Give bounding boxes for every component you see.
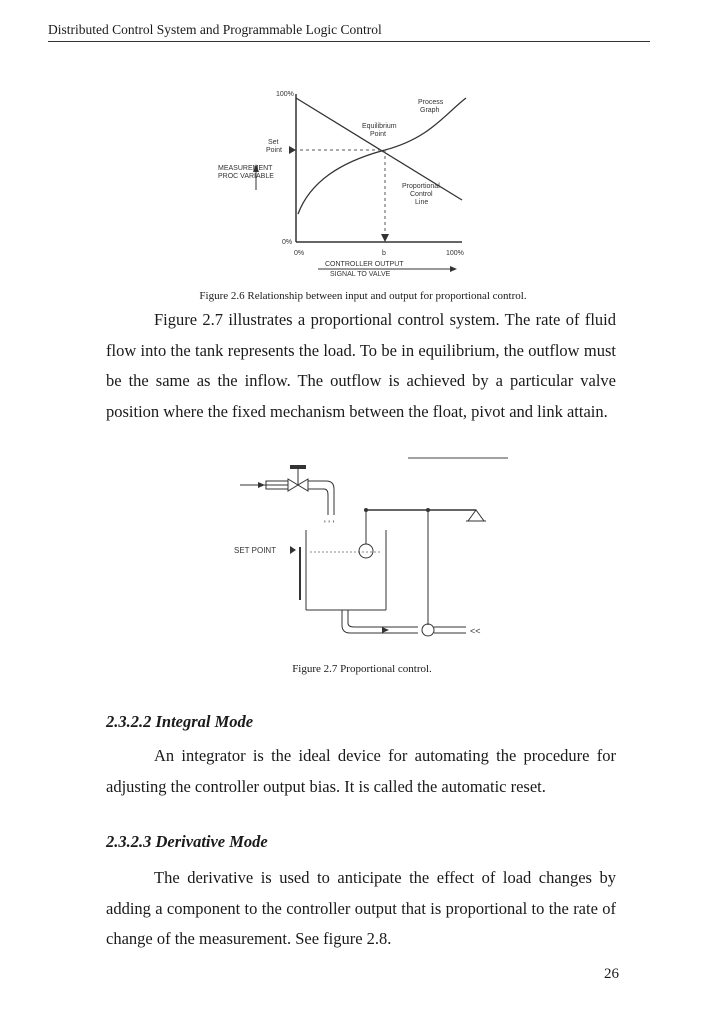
- figure-2-6-caption: Figure 2.6 Relationship between input and output for proportional control.: [199, 290, 527, 302]
- float-joint: [364, 508, 368, 512]
- set-point-label: SET POINT: [234, 546, 277, 555]
- y-bottom-label: 0%: [282, 239, 293, 246]
- derivative-mode-paragraph: [106, 863, 616, 955]
- prop-line-label-3: Line: [415, 199, 429, 206]
- running-header: Distributed Control System and Programmable Logic Control: [48, 22, 650, 42]
- set-point-arrow-icon: [289, 146, 296, 154]
- proportional-graph: [210, 82, 500, 282]
- set-point-label-2: Point: [266, 147, 282, 154]
- process-graph-label-2: Graph: [420, 107, 440, 114]
- outflow-break: <<: [470, 626, 481, 636]
- xlabel-1: CONTROLLER OUTPUT: [325, 261, 404, 268]
- figure-2-7-caption: Figure 2.7 Proportional control.: [292, 663, 432, 675]
- integral-mode-text: An integrator is the ideal device for automating the procedure for adjusting the controller output bias. It is called the automatic reset.: [106, 746, 616, 796]
- b-arrow-icon: [381, 234, 389, 242]
- paragraph-proportional-system: [106, 305, 616, 427]
- figure-2-7: [230, 455, 510, 660]
- x-mid-label: b: [382, 250, 386, 257]
- float-icon: [359, 544, 373, 558]
- x-left-label: 0%: [294, 250, 305, 257]
- valve-left: [288, 479, 298, 491]
- valve-right: [298, 479, 308, 491]
- inflow-elbow: [308, 481, 334, 515]
- prop-line-label-2: Control: [410, 191, 433, 198]
- process-graph-label-1: Process: [418, 99, 444, 106]
- xlabel-2: SIGNAL TO VALVE: [330, 271, 391, 278]
- valve-handwheel: [290, 465, 306, 469]
- ylabel-2: PROC VARIABLE: [218, 173, 274, 180]
- derivative-mode-text: The derivative is used to anticipate the effect of load changes by adding a component to the controller output that is proportional to the rate of change of the measurement. See figure 2.8.: [106, 868, 616, 948]
- inflow-arrow-icon: [258, 482, 265, 488]
- pivot-icon: [468, 510, 484, 521]
- page-number: 26: [604, 966, 619, 982]
- proportional-control-diagram: [230, 455, 510, 660]
- spray: ' ' ': [324, 519, 335, 529]
- y-top-label: 100%: [276, 91, 294, 98]
- outflow-pipe: [342, 610, 418, 633]
- equilibrium-label-2: Point: [370, 131, 386, 138]
- set-point-label-1: Set: [268, 139, 279, 146]
- set-point-arrow-icon: [290, 546, 296, 554]
- xlabel-arrow-icon: [450, 266, 457, 272]
- ylabel-1: MEASUREMENT: [218, 165, 273, 172]
- x-right-label: 100%: [446, 250, 464, 257]
- outflow-arrow-icon: [382, 627, 389, 633]
- figure-2-6: [210, 82, 500, 282]
- integral-mode-paragraph: [106, 741, 616, 802]
- paragraph-1-text: Figure 2.7 illustrates a proportional control system. The rate of fluid flow into the tank represents the load. To be in equilibrium, the outflow must be the same as the inflow. The outflow is achieved by a particular valve position where the fixed mechanism between the float, pivot and link attain.: [106, 310, 616, 421]
- prop-line-label-1: Proportional: [402, 183, 440, 190]
- derivative-mode-heading: 2.3.2.3 Derivative Mode: [106, 832, 268, 851]
- outflow-valve-icon: [422, 624, 434, 636]
- equilibrium-label-1: Equilibrium: [362, 123, 397, 130]
- integral-mode-heading: 2.3.2.2 Integral Mode: [106, 712, 254, 731]
